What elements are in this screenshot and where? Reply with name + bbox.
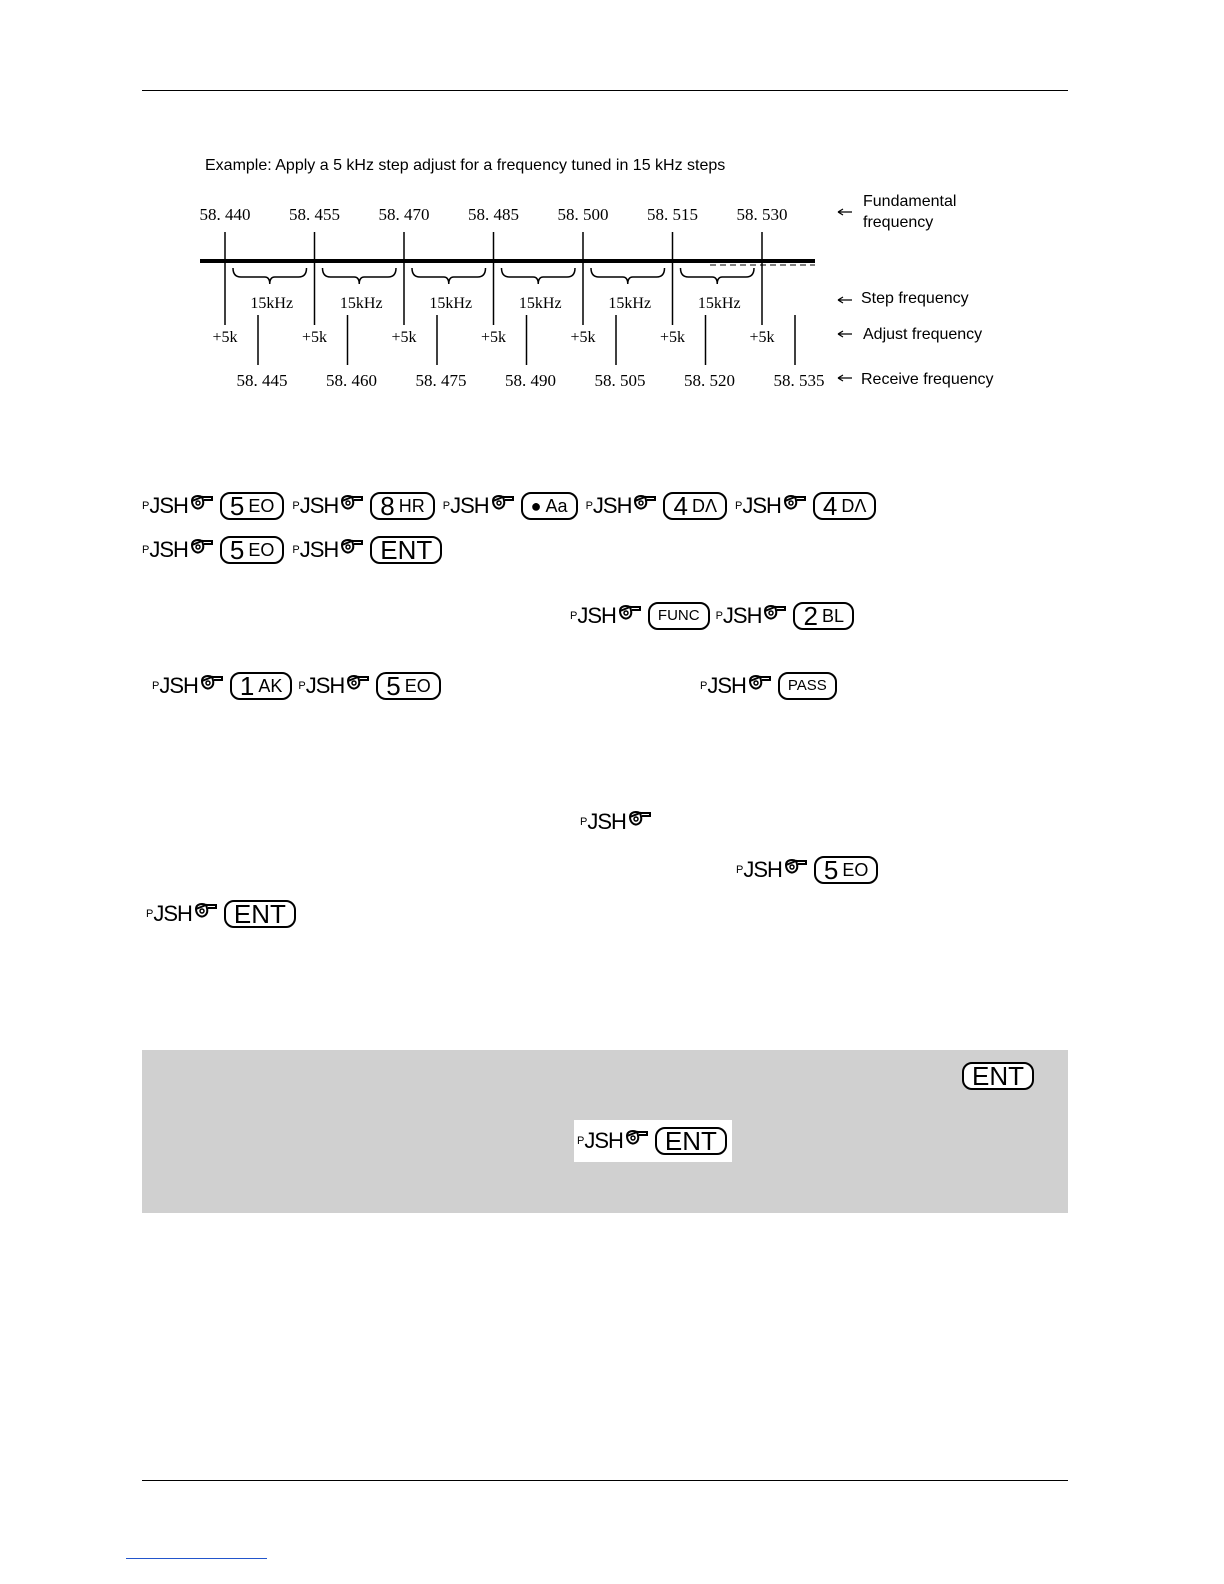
key-func[interactable]: FUNC (648, 602, 710, 630)
legend-arrow-icon (838, 297, 852, 303)
legend-step: Step frequency (861, 290, 969, 307)
fundamental-frequency-label: 58. 500 (557, 205, 609, 224)
hand-pointer-icon (618, 603, 644, 629)
push-label: P JSH (736, 857, 810, 883)
fundamental-frequency-label: 58. 530 (736, 205, 788, 224)
key-pass[interactable]: PASS (778, 672, 837, 700)
legend-receive: Receive frequency (861, 371, 994, 388)
adjust-frequency-label: +5k (301, 329, 328, 346)
key-4-dn[interactable]: 4 DΛ (813, 492, 877, 520)
push-label: P JSH (443, 493, 517, 519)
key-2-bl[interactable]: 2 BL (793, 602, 854, 630)
step-adjust-diagram (190, 150, 1030, 405)
hand-pointer-icon (625, 1128, 651, 1154)
receive-frequency-label: 58. 520 (684, 371, 735, 390)
push-label: P JSH (142, 493, 216, 519)
legend-fundamental-line1: Fundamental (863, 193, 957, 210)
push-label: P JSH (570, 603, 644, 629)
hand-pointer-icon (346, 673, 372, 699)
legend-adjust: Adjust frequency (863, 326, 983, 343)
fundamental-frequency-label: 58. 470 (378, 205, 430, 224)
receive-frequency-label: 58. 475 (415, 371, 467, 390)
key-ent[interactable]: ENT (655, 1127, 727, 1155)
push-row-4 (152, 668, 443, 704)
fundamental-frequency-label: 58. 455 (289, 205, 340, 224)
adjust-frequency-label: +5k (212, 329, 238, 346)
key-5-eo[interactable]: 5 EO (220, 492, 284, 520)
push-row-pass (700, 668, 839, 704)
push-label: P JSH (152, 673, 226, 699)
header-rule (142, 90, 1068, 91)
footer-rule (142, 1480, 1068, 1481)
hand-pointer-icon (633, 493, 659, 519)
step-brace (233, 268, 307, 284)
receive-frequency-label: 58. 490 (505, 371, 556, 390)
adjust-frequency-label: +5k (391, 329, 417, 346)
push-row-5 (580, 804, 658, 840)
push-row-2 (142, 532, 444, 568)
push-row-6 (736, 852, 880, 888)
receive-frequency-label: 58. 445 (236, 371, 288, 390)
hand-pointer-icon (491, 493, 517, 519)
step-frequency-label: 15kHz (608, 295, 652, 312)
push-row-7 (146, 896, 298, 932)
key-8-hr[interactable]: 8 HR (370, 492, 434, 520)
push-label: P JSH (577, 1128, 651, 1154)
legend-arrow-icon (838, 209, 852, 215)
push-label: P JSH (292, 493, 366, 519)
receive-frequency-label: 58. 535 (773, 371, 825, 390)
step-brace (412, 268, 486, 284)
hand-pointer-icon (190, 493, 216, 519)
hand-pointer-icon (340, 537, 366, 563)
hand-pointer-icon (194, 901, 220, 927)
step-frequency-label: 15kHz (697, 295, 741, 312)
adjust-frequency-label: +5k (659, 329, 686, 346)
key-1-ak[interactable]: 1 AK (230, 672, 292, 700)
push-row-3 (570, 598, 856, 634)
footer-link-underline (126, 1558, 267, 1559)
push-label: P JSH (586, 493, 660, 519)
hand-pointer-icon (340, 493, 366, 519)
fundamental-frequency-label: 58. 515 (647, 205, 698, 224)
hand-pointer-icon (784, 857, 810, 883)
legend-arrow-icon (838, 375, 852, 381)
step-frequency-label: 15kHz (518, 295, 562, 312)
note-push-row (574, 1120, 732, 1162)
hand-pointer-icon (783, 493, 809, 519)
hand-pointer-icon (628, 809, 654, 835)
push-label: P JSH (700, 673, 774, 699)
step-brace (681, 268, 755, 284)
adjust-frequency-label: +5k (480, 329, 507, 346)
key-ent[interactable]: ENT (224, 900, 296, 928)
key-dot-aa[interactable]: ● Aa (521, 492, 578, 520)
push-label: P JSH (292, 537, 366, 563)
step-frequency-label: 15kHz (250, 295, 294, 312)
note-ent-key-row (962, 1058, 1036, 1094)
fundamental-frequency-label: 58. 440 (199, 205, 251, 224)
key-ent[interactable]: ENT (962, 1062, 1034, 1090)
push-label: P JSH (146, 901, 220, 927)
hand-pointer-icon (748, 673, 774, 699)
hand-pointer-icon (190, 537, 216, 563)
diagram-title: Example: Apply a 5 kHz step adjust for a frequency tuned in 15 kHz steps (205, 157, 726, 174)
adjust-frequency-label: +5k (570, 329, 596, 346)
push-label: P JSH (142, 537, 216, 563)
step-frequency-label: 15kHz (429, 295, 473, 312)
push-label: P JSH (580, 809, 654, 835)
legend-fundamental-line2: frequency (863, 214, 934, 231)
hand-pointer-icon (200, 673, 226, 699)
hand-pointer-icon (763, 603, 789, 629)
step-frequency-label: 15kHz (339, 295, 383, 312)
push-label: P JSH (735, 493, 809, 519)
legend-arrow-icon (838, 331, 852, 337)
fundamental-frequency-label: 58. 485 (468, 205, 519, 224)
step-brace (323, 268, 397, 284)
push-row-1 (142, 488, 878, 524)
push-label: P JSH (298, 673, 372, 699)
receive-frequency-label: 58. 460 (326, 371, 377, 390)
push-label: P JSH (716, 603, 790, 629)
key-5-eo[interactable]: 5 EO (814, 856, 878, 884)
key-4-dn[interactable]: 4 DΛ (663, 492, 727, 520)
key-5-eo[interactable]: 5 EO (220, 536, 284, 564)
adjust-frequency-label: +5k (749, 329, 775, 346)
key-5-eo[interactable]: 5 EO (376, 672, 440, 700)
step-brace (502, 268, 576, 284)
receive-frequency-label: 58. 505 (594, 371, 646, 390)
key-ent[interactable]: ENT (370, 536, 442, 564)
step-brace (591, 268, 665, 284)
diagram-svg (190, 150, 1030, 400)
